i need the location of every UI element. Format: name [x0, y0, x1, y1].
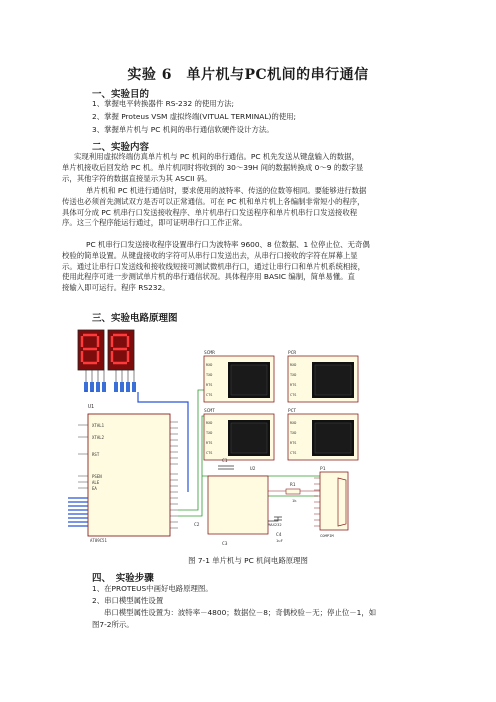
paragraph-line: 单片机接收后回发给 PC 机。单片机同时将收到的 30～39H 间的数据转换成 0～9 的数字显: [62, 162, 364, 172]
terminal-pin-rts: RTS: [290, 383, 297, 387]
objective-item: 1、掌握电平转换器件 RS-232 的使用方法;: [92, 99, 234, 108]
terminal-label: SCMR: [204, 351, 215, 356]
compim-pins: [314, 478, 320, 526]
section-heading-content: 二、实验内容: [92, 142, 150, 153]
terminal-label: PCR: [288, 351, 297, 356]
page-title: 实验 6 单片机与PC机间的串行通信: [127, 67, 369, 83]
display-pins: [86, 370, 134, 382]
terminal-label: PCT: [288, 409, 297, 414]
paragraph-line: PC 机串行口发送接收程序设置串行口为波特率 9600、8 位数据、1 位停止位、无奇偶: [86, 240, 370, 249]
terminal-label: SCMT: [204, 409, 215, 414]
resistor-r1: [286, 489, 300, 494]
mcu-part-label: AT89C51: [90, 538, 107, 543]
compim-part-label: COMPIM: [320, 533, 334, 538]
r1-value: 1k: [292, 498, 297, 503]
figure-caption: 图 7-1 单片机与 PC 机间电路原理图: [188, 556, 308, 565]
r1-label: R1: [290, 483, 296, 488]
c1-label: C1: [222, 459, 228, 464]
terminal-pin-cts: CTS: [290, 451, 297, 455]
max232-part-label: MAX232: [268, 522, 282, 527]
paragraph-line: 传送也必须首先测试双方是否可以正常通信。可在 PC 机和单片机上各编制非常短小的程序，: [62, 196, 365, 206]
content-paragraph-1: [62, 152, 452, 184]
seven-segment-display-1: [78, 330, 104, 370]
pin-xtal2: XTAL2: [92, 435, 105, 440]
terminal-pin-txd: TXD: [206, 431, 213, 435]
step-item: 1、在PROTEUS中画好电路原理图。: [92, 584, 213, 593]
terminal-pin-cts: CTS: [206, 393, 213, 397]
paragraph-line: 示，其他字符的数据直接显示为其 ASCII 码。: [62, 173, 212, 183]
circuit-schematic: [58, 326, 438, 548]
c3-label: C3: [222, 542, 228, 547]
virtual-terminal-pcr: [288, 350, 358, 402]
pin-psen: PSEN: [92, 474, 102, 479]
terminal-pin-rts: RTS: [206, 441, 213, 445]
content-paragraph-3: [62, 240, 452, 294]
terminal-pin-rxd: RXD: [290, 421, 297, 425]
pin-rst: RST: [92, 452, 100, 457]
seven-segment-display-2: [108, 330, 134, 370]
terminal-pin-cts: CTS: [290, 393, 297, 397]
pin-ea: EA: [92, 486, 97, 491]
step-item: 2、串口模型属性设置: [92, 596, 164, 605]
paragraph-line: 使用此程序可进一步测试单片机的串行通信状况。具体程序用 BASIC 编制，简单易懂。直: [62, 272, 355, 282]
paragraph-line: 实现利用虚拟终端仿真单片机与 PC 机间的串行通信。PC 机先发送从键盘输入的数据，: [74, 152, 359, 161]
paragraph-line: 序。这三个程序能运行通过，即可证明串行口工作正常。: [62, 218, 247, 228]
objective-item: 2、掌握 Proteus VSM 虚拟终端(VITUAL TERMINAL)的使用;: [92, 112, 297, 121]
terminal-pin-rts: RTS: [206, 383, 213, 387]
section-heading-objectives: 一、实验目的: [92, 89, 150, 100]
p1-label: P1: [320, 467, 326, 472]
terminal-pin-rxd: RXD: [290, 363, 297, 367]
virtual-terminal-scmr: [204, 350, 274, 402]
section-heading-schematic: 三、实验电路原理图: [92, 313, 178, 324]
compim-connector: [320, 472, 348, 530]
content-paragraph-2: [62, 186, 452, 229]
virtual-terminal-pct: [288, 408, 358, 460]
paragraph-line: 具体可分成 PC 机串行口发送接收程序、单片机串行口发送程序和单片机串行口发送接收程: [62, 207, 358, 217]
terminal-pin-txd: TXD: [290, 373, 297, 377]
max232-chip: [208, 476, 268, 534]
terminal-pin-cts: CTS: [206, 451, 213, 455]
section-heading-steps: 四、 实验步骤: [92, 573, 154, 584]
paragraph-line: 单片机和 PC 机进行通信时，要求使用的波特率、传送的位数等相同。要能够进行数据: [86, 186, 367, 195]
step-detail: 图7-2所示。: [92, 620, 134, 629]
virtual-terminal-scmt: [204, 408, 274, 460]
pin-ale: ALE: [92, 480, 100, 485]
pin-xtal1: XTAL1: [92, 423, 105, 428]
step-detail: 串口模型属性设置为：波特率－4800；数据位－8；奇偶校验－无；停止位－1，如: [104, 608, 377, 617]
terminal-pin-rxd: RXD: [206, 363, 213, 367]
objective-item: 3、掌握单片机与 PC 机间的串行通信软硬件设计方法。: [92, 125, 274, 134]
capacitor-c1: [218, 466, 234, 469]
terminal-pin-rxd: RXD: [206, 421, 213, 425]
c4-label: C4: [276, 533, 282, 538]
capacitor-c4: [268, 517, 282, 521]
paragraph-line: 接输入即可运行。程序 RS232。: [62, 283, 170, 293]
paragraph-line: 示。通过让串行口发送线和接收线短接可测试微机串行口，通过让串行口和单片机系统相接，: [62, 261, 366, 271]
paragraph-line: 校验的简单设置。从键盘接收的字符可从串行口发送出去，从串行口接收的字符在屏幕上显: [62, 250, 358, 260]
u1-label: U1: [88, 404, 95, 410]
c2-label: C2: [194, 523, 200, 528]
c4-value: 1uF: [276, 538, 283, 543]
terminal-pin-txd: TXD: [206, 373, 213, 377]
u2-label: U2: [250, 467, 256, 472]
terminal-pin-rts: RTS: [290, 441, 297, 445]
terminal-pin-txd: TXD: [290, 431, 297, 435]
